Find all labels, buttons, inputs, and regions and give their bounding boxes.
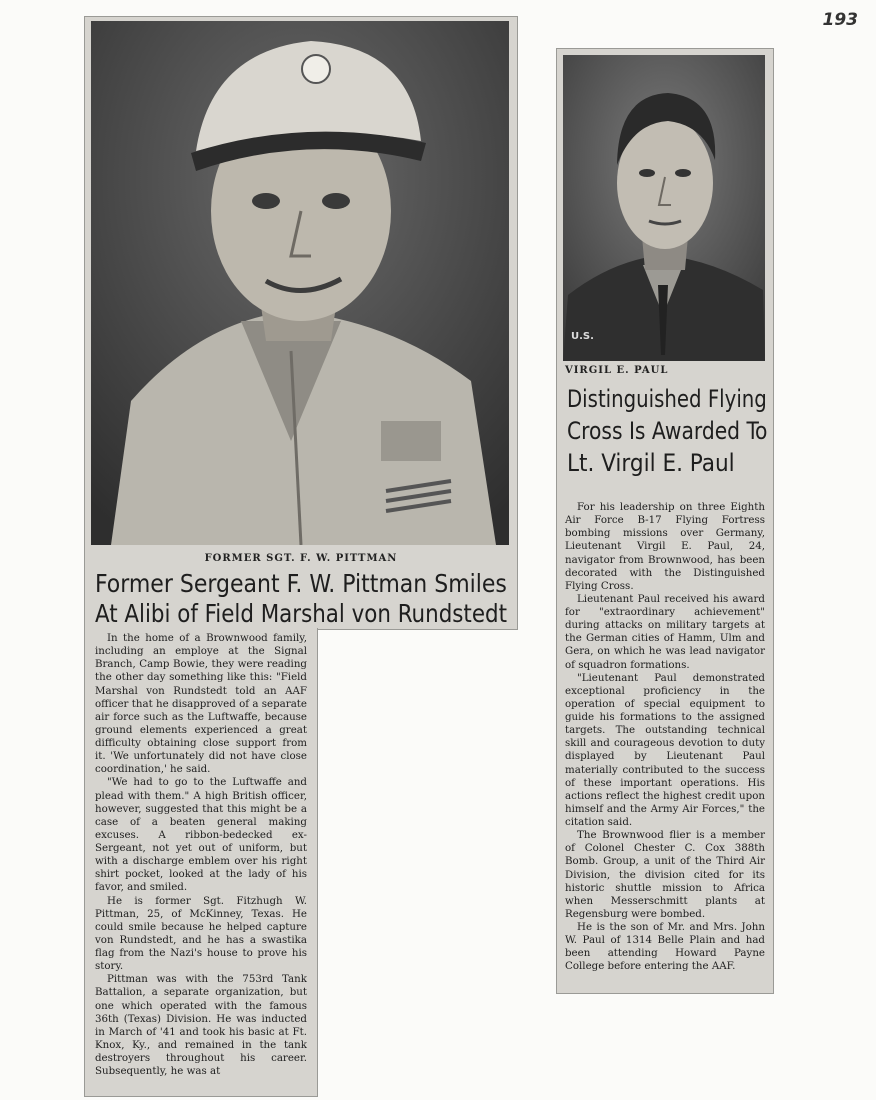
pittman-caption: FORMER SGT. F. W. PITTMAN [204,553,398,564]
paul-article-body [565,501,765,974]
pittman-paragraph: "We had to go to the Luftwaffe and plead with them." A high British officer, however, suggested that this might be a case of a beaten general making excuses. A ribbon-bedecked ex-Sergeant, not yet out of uniform, but with a discharge emblem over his right shirt pocket, looked at the lady of his favor, and smiled. [95,776,307,894]
paul-clipping [556,48,774,994]
paul-headline-line-1: Distinguished Flying [567,385,767,413]
pittman-headline [95,569,507,629]
paul-paragraph: "Lieutenant Paul demonstrated exceptional proficiency in the operation of special equipment to guide his formations to the assigned targets. The outstanding technical skill and courageous devotion to duty displayed by Lieutenant Paul materially contributed to the success of these important operations. His actions reflect the highest credit upon himself and the Army Air Forces," the citation said. [565,671,765,828]
paul-headline-line-2: Cross Is Awarded To [567,417,768,445]
pittman-photo [91,21,509,545]
paul-paragraph: The Brownwood flier is a member of Colonel Chester C. Cox 388th Bomb. Group, a unit of the Third Air Division, the division cited for its historic shuttle mission to Africa when Messerschmitt plants at Regensburg were bombed. [565,829,765,920]
pittman-paragraph: He is former Sgt. Fitzhugh W. Pittman, 25, of McKinney, Texas. He could smile because he helped capture von Rundstedt, and he has a swastika flag from the Nazi's house to prove his story. [95,894,307,973]
pittman-headline-line-1: Former Sergeant F. W. Pittman Smiles [95,569,507,598]
paul-paragraph: For his leadership on three Eighth Air Force B-17 Flying Fortress bombing missions over Germany, Lieutenant Virgil E. Paul, 24, navigator from Brownwood, has been decorated with the Distinguished Flying Cross. [565,501,765,592]
paul-photo [563,55,765,361]
paul-caption: VIRGIL E. PAUL [565,365,669,376]
pittman-paragraph: In the home of a Brownwood family, including an employe at the Signal Branch, Camp Bowie, they were reading the other day something like this: "Field Marshal von Rundstedt told an AAF officer that he disapproved of a separate air force such as the Luftwaffe, because ground elements experienced a great difficulty obtaining close support from it. 'We unfortunately did not have close coordination,' he said. [95,632,307,776]
pittman-paragraph: Pittman was with the 753rd Tank Battalion, a separate organization, but one which operated with the famous 36th (Texas) Division. He was inducted in March of '41 and took his basic at Ft. Knox, Ky., and remained in the tank destroyers throughout his career. Subsequently, he was at [95,973,307,1078]
paul-headline [567,383,767,479]
pittman-clipping-top [84,16,518,630]
pittman-headline-line-2: At Alibi of Field Marshal von Rundstedt [95,599,507,628]
paul-paragraph: He is the son of Mr. and Mrs. John W. Paul of 1314 Belle Plain and had been attending Howard Payne College before entering the AAF. [565,921,765,973]
paul-portrait-illustration [563,55,765,361]
us-collar-insignia: U.S. [571,331,594,342]
paul-paragraph: Lieutenant Paul received his award for "extraordinary achievement" during attacks on military targets at the German cities of Hamm, Ulm and Gera, on which he was lead navigator of squadron formations. [565,592,765,671]
pittman-clipping-column [84,628,318,1097]
paul-headline-line-3: Lt. Virgil E. Paul [567,449,735,477]
page-number: 193 [822,10,858,30]
pittman-portrait-illustration [91,21,509,545]
pittman-article-body [95,632,307,1078]
